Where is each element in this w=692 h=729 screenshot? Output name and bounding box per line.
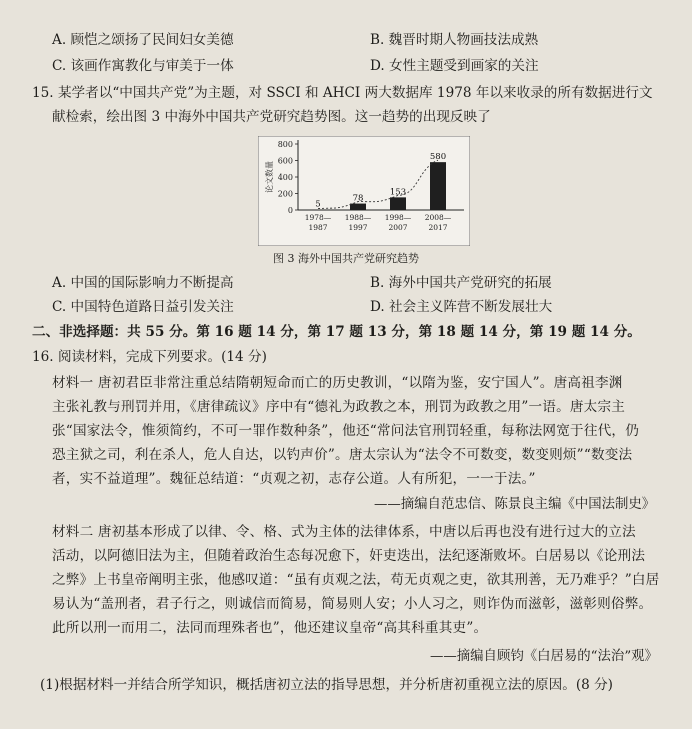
q15-stem-line2: 献检索，绘出图 3 中海外中国共产党研究趋势图。这一趋势的出现反映了 xyxy=(52,109,491,125)
bar-value-label: 78 xyxy=(352,193,364,204)
q15-option-d: D. 社会主义阵营不断发展壮大 xyxy=(370,299,553,315)
material2-source: ——摘编自顾钧《白居易的“法治”观》 xyxy=(430,649,658,664)
material2-line: 此所以刑一而用二，法同而理殊者也”，他还建议皇帝“高其科重其吏”。 xyxy=(52,620,488,636)
y-tick-label: 0 xyxy=(287,206,293,215)
q16-subquestion-1: (1)根据材料一并结合所学知识，概括唐初立法的指导思想，并分析唐初重视立法的原因。(8 分) xyxy=(40,677,613,693)
material2-line: 之弊》上书皇帝阐明主张，他感叹道：“虽有贞观之法，苟无贞观之吏，欲其刑善，无乃难乎？”白居 xyxy=(52,572,660,588)
x-tick-label: 1998— xyxy=(384,213,412,222)
bar xyxy=(430,162,446,210)
material2-line: 易认为“盖刑者，君子行之，则诚信而简易，简易则人安；小人习之，则诈伪而滋彰，滋彰则俗弊。 xyxy=(52,596,653,612)
q15-option-b: B. 海外中国共产党研究的拓展 xyxy=(370,275,552,291)
material1-line: 材料一 唐初君臣非常注重总结隋朝短命而亡的历史教训，“以隋为鉴，安宁国人”。唐高祖李渊 xyxy=(52,375,623,391)
x-tick-label: 2008— xyxy=(424,213,452,222)
bar xyxy=(310,210,326,211)
figure-caption: 图 3 海外中国共产党研究趋势 xyxy=(273,252,419,265)
material1-line: 张“国家法令，惟须简约，不可一罪作数种条”，他还“常问法官刑罚轻重，每称法网宽于往代，仍 xyxy=(52,423,639,439)
q14-option-b: B. 魏晋时期人物画技法成熟 xyxy=(370,32,539,48)
x-tick-label: 1987 xyxy=(308,223,328,232)
x-tick-label: 1997 xyxy=(348,223,368,232)
y-tick-label: 400 xyxy=(277,173,293,182)
trend-bar-chart xyxy=(258,136,470,246)
y-tick-label: 600 xyxy=(277,156,293,166)
bar-value-label: 153 xyxy=(389,187,407,198)
material2-line: 活动，以阿德旧法为主，但随着政治生态每况愈下，奸吏迭出，法纪逐渐败坏。白居易以《论刑法 xyxy=(52,548,646,564)
material2-line: 材料二 唐初基本形成了以律、令、格、式为主体的法律体系，中唐以后再也没有进行过大的立法 xyxy=(52,524,636,540)
q16-stem: 16. 阅读材料，完成下列要求。(14 分) xyxy=(32,349,267,365)
y-tick-label: 200 xyxy=(277,189,293,199)
material1-source: ——摘编自范忠信、陈景良主编《中国法制史》 xyxy=(374,497,656,512)
q15-option-a: A. 中国的国际影响力不断提高 xyxy=(52,275,234,291)
material1-line: 恐主狱之司，利在杀人，危人自达，以钓声价”。唐太宗认为“法令不可数变，数变则烦”“数变法 xyxy=(52,447,633,463)
material1-line: 主张礼教与刑罚并用，《唐律疏议》序中有“德礼为政教之本，刑罚为政教之用”一语。唐太宗主 xyxy=(52,399,626,415)
bar xyxy=(350,204,366,210)
x-tick-label: 1978— xyxy=(304,213,332,222)
q14-option-a: A. 顾恺之颂扬了民间妇女美德 xyxy=(52,32,234,48)
x-tick-label: 1988— xyxy=(344,213,372,222)
bar-value-label: 580 xyxy=(429,152,447,163)
bar-value-label: 5 xyxy=(315,199,321,210)
y-tick-label: 800 xyxy=(277,140,293,149)
q15-stem-line1: 15. 某学者以“中国共产党”为主题，对 SSCI 和 AHCI 两大数据库 1978 年以来收录的所有数据进行文 xyxy=(32,85,653,101)
q15-option-c: C. 中国特色道路日益引发关注 xyxy=(52,299,234,315)
bar xyxy=(390,197,406,210)
y-axis-label: 论文数量 xyxy=(265,161,274,193)
material1-line: 者，实不益道理”。魏征总结道：“贞观之初，志存公道。人有所犯，一一于法。” xyxy=(52,471,536,487)
x-tick-label: 2017 xyxy=(428,223,448,232)
x-tick-label: 2007 xyxy=(388,223,408,232)
section2-title: 二、非选择题：共 55 分。第 16 题 14 分，第 17 题 13 分，第 18 题 14 分，第 19 题 14 分。 xyxy=(32,324,641,340)
q14-option-d: D. 女性主题受到画家的关注 xyxy=(370,58,539,74)
q14-option-c: C. 该画作寓教化与审美于一体 xyxy=(52,58,234,74)
